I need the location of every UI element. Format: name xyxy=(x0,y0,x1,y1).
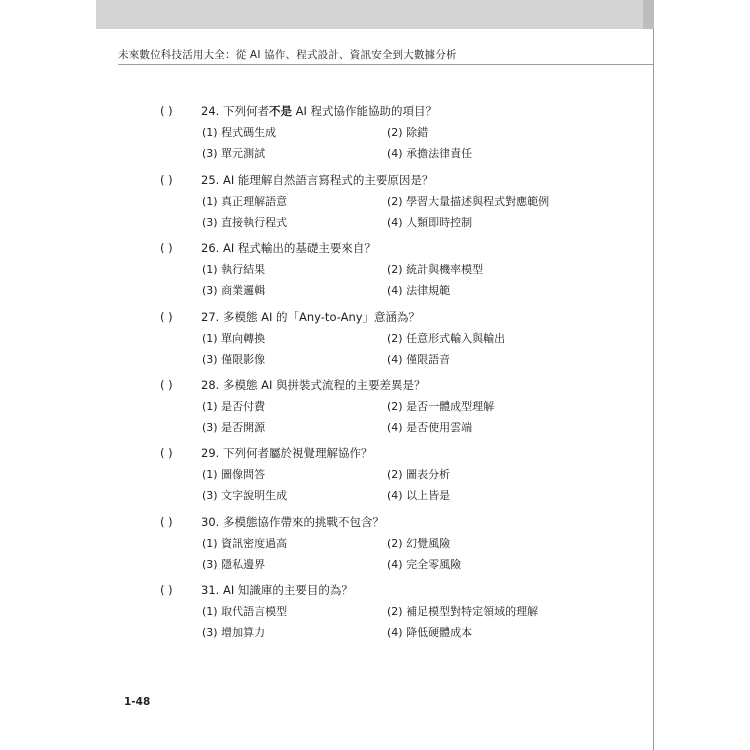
question-text: AI 知識庫的主要目的為？ xyxy=(222,583,353,597)
option-2[interactable]: (2) 幻覺風險 xyxy=(387,537,451,550)
page-number: 1-48 xyxy=(124,696,151,708)
option-2[interactable]: (2) 是否一體成型理解 xyxy=(387,400,495,413)
option-4[interactable]: (4) 承擔法律責任 xyxy=(387,147,473,160)
question-text: 多模態 AI 的「Any-to-Any」意涵為？ xyxy=(222,310,421,324)
option-2[interactable]: (2) 學習大量描述與程式對應範例 xyxy=(387,195,550,208)
option-grid xyxy=(160,331,640,373)
option-3[interactable]: (3) 是否開源 xyxy=(202,421,266,434)
question-text: 下列何者屬於視覺理解協作？ xyxy=(222,446,373,460)
option-1[interactable]: (1) 圖像問答 xyxy=(202,468,266,481)
option-1[interactable]: (1) 真正理解語意 xyxy=(202,195,288,208)
question-stem xyxy=(160,514,640,530)
option-4[interactable]: (4) 以上皆是 xyxy=(387,489,451,502)
question-number: 30. xyxy=(201,515,220,529)
question-number: 27. xyxy=(201,310,220,324)
option-1[interactable]: (1) 單向轉換 xyxy=(202,332,266,345)
top-band-notch xyxy=(643,0,654,29)
option-1[interactable]: (1) 執行結果 xyxy=(202,263,266,276)
question-text-before: 下列何者 xyxy=(222,104,269,118)
option-grid xyxy=(160,604,640,646)
question-stem xyxy=(160,582,640,598)
option-grid xyxy=(160,125,640,167)
question-number: 29. xyxy=(201,446,220,460)
option-3[interactable]: (3) 僅限影像 xyxy=(202,353,266,366)
option-3[interactable]: (3) 隱私邊界 xyxy=(202,558,266,571)
question-number: 25. xyxy=(201,173,220,187)
question-stem xyxy=(160,445,640,461)
option-4[interactable]: (4) 降低硬體成本 xyxy=(387,626,473,639)
option-2[interactable]: (2) 補足模型對特定領域的理解 xyxy=(387,605,539,618)
page-edge-line xyxy=(653,29,654,750)
option-2[interactable]: (2) 圖表分析 xyxy=(387,468,451,481)
answer-blank[interactable]: ( ) xyxy=(160,446,173,460)
question-28 xyxy=(160,377,640,441)
option-3[interactable]: (3) 直接執行程式 xyxy=(202,216,288,229)
option-4[interactable]: (4) 僅限語音 xyxy=(387,353,451,366)
question-stem xyxy=(160,377,640,393)
question-26 xyxy=(160,240,640,304)
question-31 xyxy=(160,582,640,646)
option-4[interactable]: (4) 是否使用雲端 xyxy=(387,421,473,434)
option-grid xyxy=(160,536,640,578)
answer-blank[interactable]: ( ) xyxy=(160,310,173,324)
question-emphasis: 不是 xyxy=(268,104,292,118)
question-text: AI 程式輸出的基礎主要來自？ xyxy=(222,241,376,255)
answer-blank[interactable]: ( ) xyxy=(160,173,173,187)
question-text: 多模態協作帶來的挑戰不包含？ xyxy=(222,515,384,529)
question-text: AI 能理解自然語言寫程式的主要原因是？ xyxy=(222,173,434,187)
answer-blank[interactable]: ( ) xyxy=(160,583,173,597)
option-1[interactable]: (1) 取代語言模型 xyxy=(202,605,288,618)
option-grid xyxy=(160,467,640,509)
question-24 xyxy=(160,103,640,167)
top-gray-band xyxy=(96,0,654,29)
option-3[interactable]: (3) 單元測試 xyxy=(202,147,266,160)
question-stem xyxy=(160,103,640,119)
question-stem xyxy=(160,309,640,325)
question-text: 多模態 AI 與拼裝式流程的主要差異是？ xyxy=(222,378,426,392)
answer-blank[interactable]: ( ) xyxy=(160,515,173,529)
option-4[interactable]: (4) 完全零風險 xyxy=(387,558,462,571)
question-30 xyxy=(160,514,640,578)
option-1[interactable]: (1) 程式碼生成 xyxy=(202,126,277,139)
option-2[interactable]: (2) 任意形式輸入與輸出 xyxy=(387,332,506,345)
answer-blank[interactable]: ( ) xyxy=(160,378,173,392)
question-stem xyxy=(160,172,640,188)
question-number: 31. xyxy=(201,583,220,597)
option-3[interactable]: (3) 增加算力 xyxy=(202,626,266,639)
answer-blank[interactable]: ( ) xyxy=(160,104,173,118)
question-27 xyxy=(160,309,640,373)
question-25 xyxy=(160,172,640,236)
option-2[interactable]: (2) 統計與機率模型 xyxy=(387,263,484,276)
header-rule xyxy=(118,64,654,65)
option-grid xyxy=(160,194,640,236)
option-2[interactable]: (2) 除錯 xyxy=(387,126,429,139)
question-number: 26. xyxy=(201,241,220,255)
option-4[interactable]: (4) 法律規範 xyxy=(387,284,451,297)
option-grid xyxy=(160,399,640,441)
question-stem xyxy=(160,240,640,256)
option-4[interactable]: (4) 人類即時控制 xyxy=(387,216,473,229)
option-3[interactable]: (3) 商業邏輯 xyxy=(202,284,266,297)
answer-blank[interactable]: ( ) xyxy=(160,241,173,255)
option-1[interactable]: (1) 資訊密度過高 xyxy=(202,537,288,550)
question-29 xyxy=(160,445,640,509)
question-number: 28. xyxy=(201,378,220,392)
option-3[interactable]: (3) 文字說明生成 xyxy=(202,489,288,502)
book-title: 未來數位科技活用大全：從 AI 協作、程式設計、資訊安全到大數據分析 xyxy=(118,49,457,61)
question-text-after: AI 程式協作能協助的項目？ xyxy=(291,104,438,118)
option-1[interactable]: (1) 是否付費 xyxy=(202,400,266,413)
question-number: 24. xyxy=(201,104,220,118)
option-grid xyxy=(160,262,640,304)
